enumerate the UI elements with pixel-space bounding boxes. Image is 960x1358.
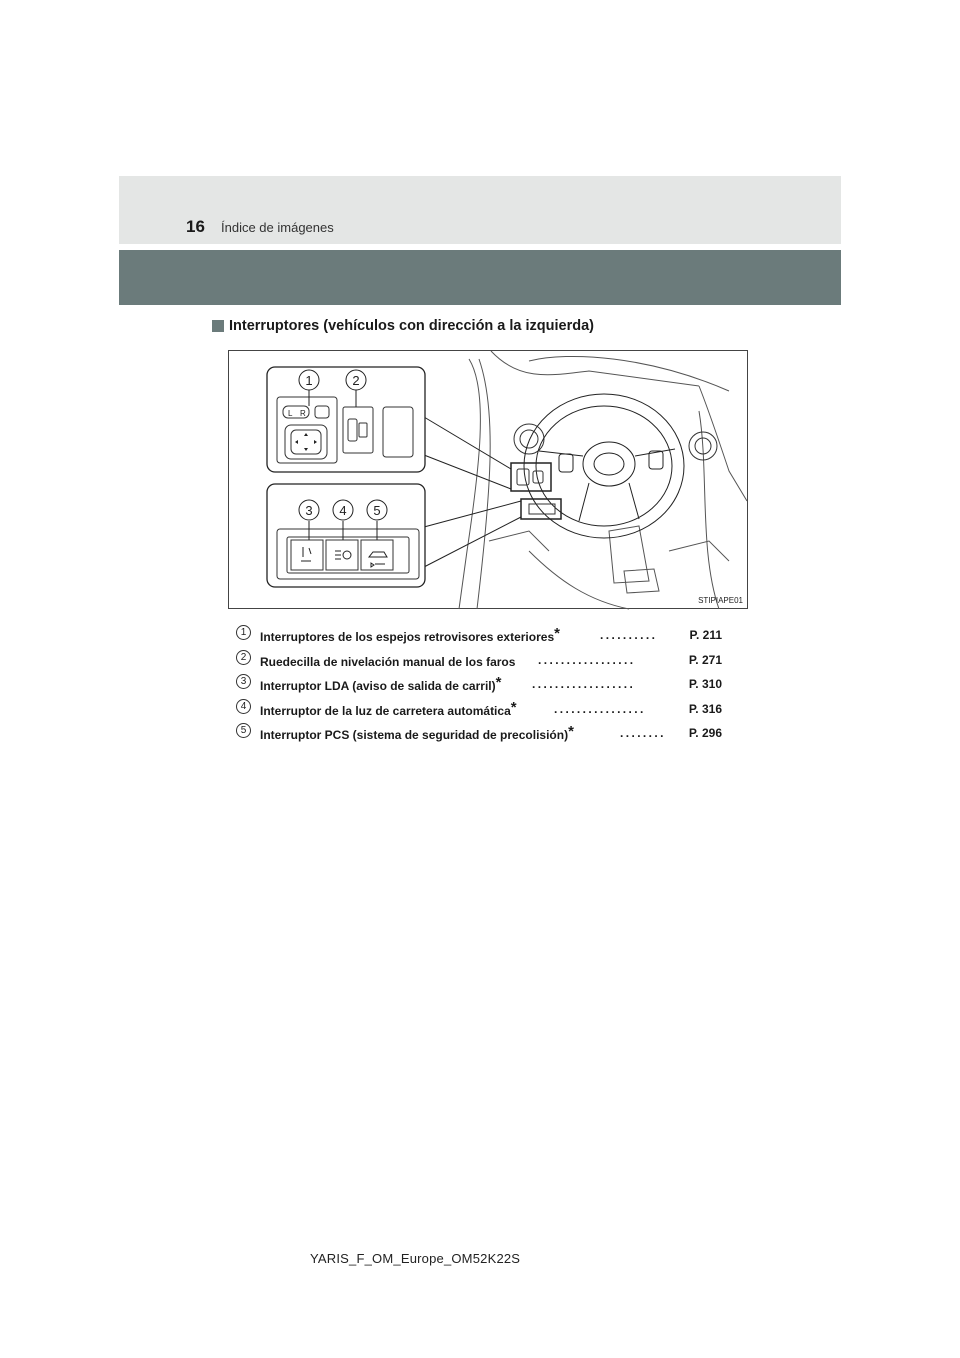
dot-leader: .......... bbox=[600, 628, 658, 642]
section-band bbox=[119, 250, 841, 305]
callout-5-label: 5 bbox=[373, 503, 381, 518]
heading-square-icon bbox=[212, 320, 224, 332]
page-number: 16 bbox=[186, 217, 205, 236]
switch-list bbox=[236, 624, 722, 747]
item-label bbox=[260, 674, 502, 694]
asterisk-icon: * bbox=[568, 723, 574, 740]
item-number: 2 bbox=[236, 650, 251, 665]
page-ref-link[interactable]: P. 211 bbox=[689, 628, 722, 642]
item-label-text: Interruptores de los espejos retrovisores exteriores bbox=[260, 630, 555, 644]
dashboard-drawing bbox=[229, 351, 749, 610]
item-label bbox=[260, 698, 517, 719]
mirror-label-l: L bbox=[288, 409, 293, 418]
item-label bbox=[260, 625, 560, 645]
item-label bbox=[260, 653, 515, 670]
inset-lower bbox=[267, 484, 425, 587]
list-item bbox=[236, 624, 722, 649]
steering-wheel-icon bbox=[524, 394, 684, 538]
item-label-text: Ruedecilla de nivelación manual de los faros bbox=[260, 654, 516, 669]
page-ref-link[interactable]: P. 310 bbox=[688, 677, 722, 691]
callout-2-label: 2 bbox=[352, 373, 360, 388]
page-ref-link[interactable]: P. 271 bbox=[688, 652, 722, 667]
item-label-text: Interruptor de la luz de carretera automática bbox=[260, 703, 511, 718]
asterisk-icon: * bbox=[510, 698, 517, 716]
item-number: 3 bbox=[236, 674, 251, 689]
item-number: 1 bbox=[236, 625, 251, 640]
mirror-label-r: R bbox=[300, 409, 306, 418]
dot-leader: ................. bbox=[538, 652, 636, 667]
page-ref-link[interactable]: P. 316 bbox=[688, 701, 722, 716]
document-id: YARIS_F_OM_Europe_OM52K22S bbox=[310, 1251, 521, 1266]
section-heading bbox=[212, 318, 594, 334]
image-code: STIPIAPE01 bbox=[698, 596, 743, 605]
asterisk-icon: * bbox=[495, 674, 502, 691]
item-number: 5 bbox=[236, 723, 251, 738]
dot-leader: .................. bbox=[532, 677, 636, 691]
list-item bbox=[236, 722, 722, 747]
item-number: 4 bbox=[236, 699, 251, 714]
item-label bbox=[260, 723, 574, 743]
asterisk-icon: * bbox=[554, 625, 560, 642]
switches-illustration bbox=[228, 350, 748, 609]
left-air-vent-icon bbox=[514, 424, 544, 454]
page-ref-link[interactable]: P. 296 bbox=[688, 726, 722, 740]
list-item bbox=[236, 698, 722, 723]
list-item bbox=[236, 649, 722, 674]
item-label-text: Interruptor LDA (aviso de salida de carril) bbox=[260, 679, 496, 693]
dashboard-outline bbox=[459, 351, 747, 609]
header-title: Índice de imágenes bbox=[221, 220, 334, 235]
callout-4-label: 4 bbox=[339, 503, 347, 518]
item-label-text: Interruptor PCS (sistema de seguridad de precolisión) bbox=[260, 728, 569, 742]
callout-3-label: 3 bbox=[305, 503, 313, 518]
section-heading-text: Interruptores (vehículos con dirección a la izquierda) bbox=[229, 318, 594, 334]
dot-leader: ........ bbox=[620, 726, 666, 740]
list-item bbox=[236, 673, 722, 698]
dot-leader: ................ bbox=[554, 701, 646, 716]
callout-1-label: 1 bbox=[305, 373, 313, 388]
